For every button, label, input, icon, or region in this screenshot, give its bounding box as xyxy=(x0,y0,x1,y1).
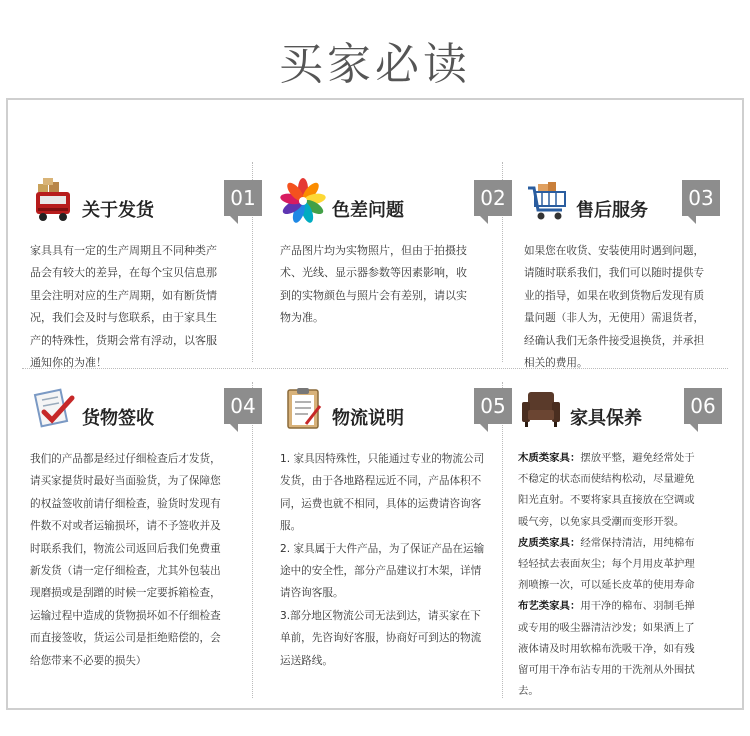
body-line: 术、光线、显示器参数等因素影响，收 xyxy=(280,266,467,280)
body-line: 请咨询客服。 xyxy=(280,587,344,600)
card-furniture-care xyxy=(518,386,722,702)
body-line: 剂喷擦一次，可以延长皮革的使用寿命 xyxy=(518,579,695,592)
card-number-badge: 03 xyxy=(682,180,720,216)
body-line: 请随时联系我们，我们可以随时提供专 xyxy=(524,267,705,280)
delivery-truck-icon xyxy=(30,178,76,224)
body-line: 时联系我们，物流公司返回后我们免费重 xyxy=(30,542,221,555)
body-line: 去。 xyxy=(518,685,539,698)
body-line: 而直接签收，货运公司是拒绝赔偿的，会 xyxy=(30,632,221,645)
body-line: 量问题（非人为，无使用）需退货者， xyxy=(524,312,705,325)
card-title: 货物签收 xyxy=(82,408,154,429)
shopping-cart-icon xyxy=(524,178,570,224)
body-line: 现磨损或是刮蹭的时候一定要拆箱检查， xyxy=(30,587,221,600)
body-line: 我们的产品都是经过仔细检查后才发货， xyxy=(30,453,221,465)
card-number-badge: 06 xyxy=(684,388,722,424)
checklist-icon xyxy=(30,386,76,432)
card-title: 色差问题 xyxy=(332,200,404,221)
armchair-icon xyxy=(518,386,564,432)
body-line: 1. 家具因特殊性，只能通过专业的物流公司 xyxy=(280,453,485,465)
body-line: 服。 xyxy=(280,520,302,533)
card-color-difference xyxy=(280,178,512,330)
body-line: 布艺类家具：用干净的棉布、羽制毛掸 xyxy=(518,600,695,613)
card-body xyxy=(280,240,512,330)
body-line: 途中的安全性，部分产品建议打木架，详情 xyxy=(280,565,482,578)
body-line: 经确认我们无条件接受退换货，并承担 xyxy=(524,334,705,347)
card-body xyxy=(518,448,722,702)
clipboard-icon xyxy=(280,386,326,432)
body-line: 单前，先咨询好客服，协商好可到达的物流 xyxy=(280,632,482,645)
body-line: 产的特殊性，货期会常有浮动，以客服 xyxy=(30,333,217,347)
card-number-badge: 05 xyxy=(474,388,512,424)
color-palette-icon xyxy=(280,178,326,224)
body-line: 请买家提货时最好当面验货，为了保障您 xyxy=(30,475,221,488)
body-line: 3.部分地区物流公司无法到达，请买家在下 xyxy=(280,609,481,622)
card-title: 关于发货 xyxy=(82,200,154,221)
body-line: 如果您在收货、安装使用时遇到问题， xyxy=(524,245,705,257)
body-line: 或专用的吸尘器清洁沙发；如果洒上了 xyxy=(518,621,695,634)
body-line: 况，我们会及时与您联系，由于家具生 xyxy=(30,311,217,325)
body-line: 通知你的为准！ xyxy=(30,356,107,370)
body-line: 品会有较大的差异，在每个宝贝信息那 xyxy=(30,266,217,280)
body-line: 业的指导，如果在收到货物后发现有质 xyxy=(524,289,705,302)
body-line: 的权益签收前请仔细检查，验货时发现有 xyxy=(30,497,221,510)
body-line: 运送路线。 xyxy=(280,654,333,667)
card-body xyxy=(30,240,262,374)
card-number-badge: 02 xyxy=(474,180,512,216)
body-line: 物为准。 xyxy=(280,311,324,325)
body-line: 产品图片均为实物照片，但由于拍摄技 xyxy=(280,244,467,257)
body-line: 同，运费也就不相同，具体的运费请咨询客 xyxy=(280,497,482,510)
body-line: 留可用干净布沾专用的干洗剂从外围拭 xyxy=(518,664,695,677)
body-line: 暖气旁，以免家具受潮而变形开裂。 xyxy=(518,515,685,528)
card-body xyxy=(524,240,720,374)
body-line: 发货，由于各地路程远近不同，产品体积不 xyxy=(280,475,482,488)
body-line: 不稳定的状态而使结构松动，尽量避免 xyxy=(518,473,695,486)
page-title: 买家必读 xyxy=(279,39,471,90)
body-line: 木质类家具：摆放平整，避免经常处于 xyxy=(518,452,695,464)
body-line: 到的实物颜色与照片会有差别，请以实 xyxy=(280,288,467,302)
body-line: 运输过程中造成的货物损坏如不仔细检查 xyxy=(30,609,221,622)
body-line: 家具具有一定的生产周期且不同种类产 xyxy=(30,244,217,257)
body-line: 新发货（请一定仔细检查，尤其外包装出 xyxy=(30,565,221,578)
card-body xyxy=(30,448,262,672)
card-body xyxy=(280,448,512,672)
card-title: 物流说明 xyxy=(332,408,404,429)
body-line: 阳光直射。不要将家具直接放在空调或 xyxy=(518,494,695,507)
body-line: 相关的费用。 xyxy=(524,357,588,370)
card-title: 售后服务 xyxy=(576,200,648,221)
card-title: 家具保养 xyxy=(570,408,642,429)
card-number-badge: 01 xyxy=(224,180,262,216)
body-line: 轻轻拭去表面灰尘；每个月用皮革护理 xyxy=(518,558,695,571)
card-after-sales xyxy=(524,178,720,374)
card-logistics xyxy=(280,386,512,672)
card-receipt xyxy=(30,386,262,672)
card-number-badge: 04 xyxy=(224,388,262,424)
card-shipping xyxy=(30,178,262,374)
body-line: 皮质类家具：经常保持清洁，用纯棉布 xyxy=(518,536,695,549)
body-line: 件数不对或者运输损坏，请不予签收并及 xyxy=(30,520,221,533)
body-line: 给您带来不必要的损失） xyxy=(30,654,147,667)
body-line: 液体请及时用软棉布洗吸干净，如有残 xyxy=(518,642,695,655)
body-line: 里会注明对应的生产周期，如有断货情 xyxy=(30,288,217,302)
body-line: 2. 家具属于大件产品，为了保证产品在运输 xyxy=(280,542,485,555)
